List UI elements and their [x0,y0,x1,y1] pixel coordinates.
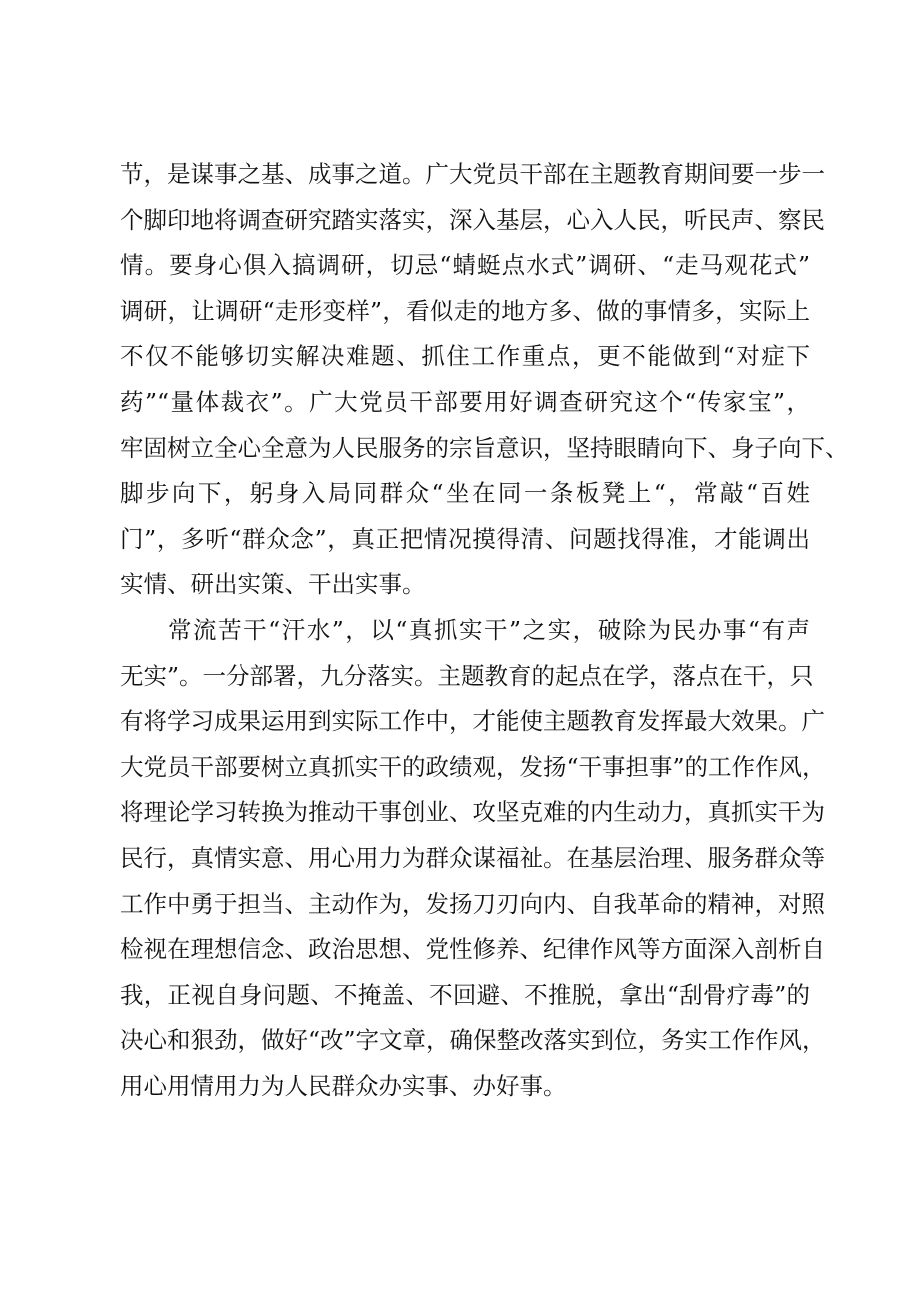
text-line: 脚步向下，躬身入局同群众“坐在同一条板凳上“，常敲“百姓 [120,479,810,508]
text-line: 节，是谋事之基、成事之道。广大党员干部在主题教育期间要一步一 [120,160,825,188]
text-line: 民行，真情实意、用心用力为群众谋福祉。在基层治理、服务群众等 [120,843,825,872]
paragraph-investigation [120,152,849,608]
text-line: 将理论学习转换为推动干事创业、攻坚克难的内生动力，真抓实干为 [120,798,825,827]
document-body [120,152,849,1109]
text-line: 情。要身心俱入搞调研，切忌“蜻蜓点水式”调研、“走马观花式” [120,251,810,280]
text-line: 大党员干部要树立真抓实干的政绩观，发扬“干事担事”的工作作风， [120,752,826,781]
text-line: 常流苦干“汗水”，以“真抓实干”之实，破除为民办事“有声 [168,615,810,644]
text-line: 药”“量体裁衣”。广大党员干部要用好调查研究这个“传家宝”， [120,387,810,416]
text-line: 无实”。一分部署，九分落实。主题教育的起点在学，落点在干，只 [120,661,814,690]
text-line: 决心和狠劲，做好“改”字文章，确保整改落实到位，务实工作作风， [120,1026,826,1055]
text-line: 我，正视自身问题、不掩盖、不回避、不推脱，拿出“刮骨疗毒”的 [120,980,810,1009]
text-line: 门”，多听“群众念”，真正把情况摸得清、问题找得准，才能调出 [120,524,810,553]
text-line: 工作中勇于担当、主动作为，发扬刀刃向内、自我革命的精神，对照 [120,889,825,918]
paragraph-hard-work [120,608,826,1110]
text-line: 调研，让调研“走形变样”，看似走的地方多、做的事情多，实际上 [120,296,810,325]
text-line: 有将学习成果运用到实际工作中，才能使主题教育发挥最大效果。广 [120,707,825,736]
text-line: 个脚印地将调查研究踏实落实，深入基层，心入人民，听民声、察民 [120,205,825,234]
text-line: 牢固树立全心全意为人民服务的宗旨意识，坚持眼睛向下、身子向下、 [120,433,849,462]
text-line: 实情、研出实策、干出实事。 [120,570,426,599]
text-line: 不仅不能够切实解决难题、抓住工作重点，更不能做到“对症下 [120,342,810,371]
text-line: 检视在理想信念、政治思想、党性修养、纪律作风等方面深入剖析自 [120,935,825,964]
text-line: 用心用情用力为人民群众办实事、办好事。 [120,1071,567,1100]
